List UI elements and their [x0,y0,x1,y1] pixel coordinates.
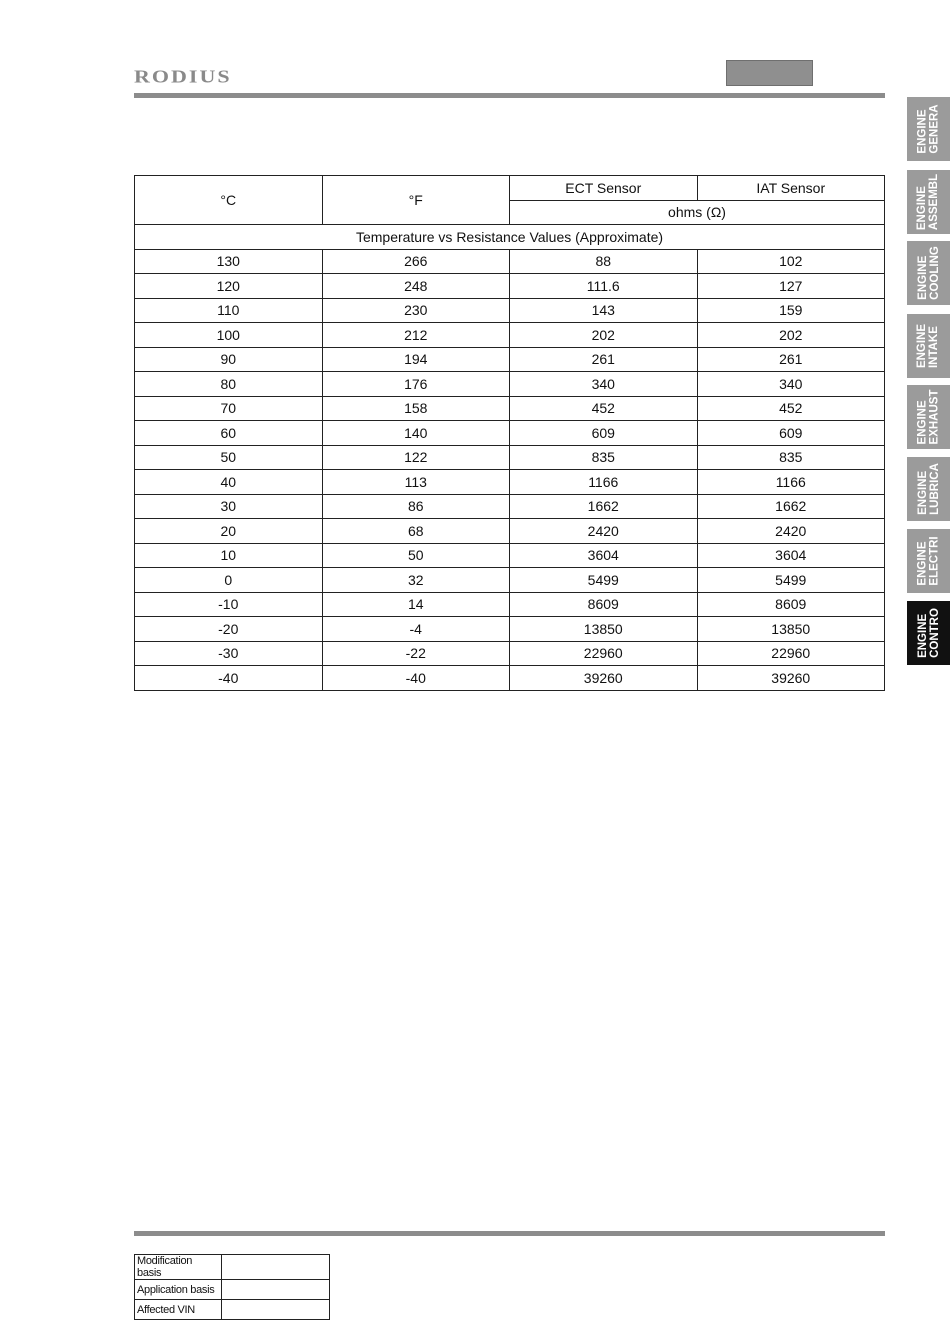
iat-ohms-cell: 261 [697,347,885,372]
fahrenheit-cell: 50 [322,543,510,568]
footer-rule [134,1231,885,1236]
tab-label [917,536,941,585]
table-row [135,470,885,495]
fahrenheit-cell: -4 [322,617,510,642]
rodius-logo: RODIUS [134,66,232,87]
application-basis-value [222,1280,330,1300]
table-row [135,298,885,323]
tab-label [917,390,941,445]
header-fahrenheit: °F [322,176,510,225]
celsius-cell: -40 [135,666,323,691]
ect-ohms-cell: 452 [510,396,698,421]
tab-label [917,324,941,368]
ect-ohms-cell: 111.6 [510,274,698,299]
table-row [135,666,885,691]
tab-label-line2: INTAKE [928,326,941,369]
header-grey-box [726,60,813,86]
fahrenheit-cell: 68 [322,519,510,544]
tab-label [917,174,941,230]
celsius-cell: -10 [135,592,323,617]
fahrenheit-cell: -22 [322,641,510,666]
ect-ohms-cell: 88 [510,249,698,274]
affected-vin-label: Affected VIN [135,1300,222,1320]
iat-ohms-cell: 159 [697,298,885,323]
fahrenheit-cell: 176 [322,372,510,397]
ect-ohms-cell: 143 [510,298,698,323]
celsius-cell: 80 [135,372,323,397]
fahrenheit-cell: 230 [322,298,510,323]
ect-ohms-cell: 5499 [510,568,698,593]
table-row [135,323,885,348]
iat-ohms-cell: 102 [697,249,885,274]
ect-ohms-cell: 22960 [510,641,698,666]
fahrenheit-cell: 32 [322,568,510,593]
tab-label-line2: CONTRO [928,608,941,658]
header-ect-sensor: ECT Sensor [510,176,698,201]
table-row [135,641,885,666]
celsius-cell: 50 [135,445,323,470]
iat-ohms-cell: 452 [697,396,885,421]
header-rule [134,93,885,98]
iat-ohms-cell: 1166 [697,470,885,495]
ect-ohms-cell: 39260 [510,666,698,691]
fahrenheit-cell: 140 [322,421,510,446]
tab-engine-assembl[interactable] [907,170,950,234]
ect-ohms-cell: 1166 [510,470,698,495]
modification-basis-value [222,1255,330,1280]
table-body [135,249,885,690]
temperature-resistance-table [134,175,885,691]
tab-label-line1: ENGINE [916,186,929,231]
celsius-cell: 110 [135,298,323,323]
tab-engine-exhaust[interactable] [907,385,950,449]
tab-label [917,463,941,515]
tab-label-line1: ENGINE [916,109,929,154]
celsius-cell: 30 [135,494,323,519]
iat-ohms-cell: 13850 [697,617,885,642]
table-row [135,396,885,421]
modification-basis-label: Modification basis [135,1255,222,1280]
iat-ohms-cell: 835 [697,445,885,470]
celsius-cell: -30 [135,641,323,666]
fahrenheit-cell: 266 [322,249,510,274]
header-celsius: °C [135,176,323,225]
celsius-cell: 90 [135,347,323,372]
iat-ohms-cell: 1662 [697,494,885,519]
iat-ohms-cell: 127 [697,274,885,299]
ect-ohms-cell: 13850 [510,617,698,642]
ect-ohms-cell: 202 [510,323,698,348]
fahrenheit-cell: 113 [322,470,510,495]
application-basis-label: Application basis [135,1280,222,1300]
celsius-cell: 40 [135,470,323,495]
table-row [135,372,885,397]
table-row [135,445,885,470]
iat-ohms-cell: 22960 [697,641,885,666]
tab-label [917,104,941,153]
tab-engine-genera[interactable] [907,97,950,161]
table-row [135,347,885,372]
table-row [135,494,885,519]
tab-label-line2: GENERA [928,104,941,154]
celsius-cell: 0 [135,568,323,593]
ect-ohms-cell: 609 [510,421,698,446]
tab-engine-cooling[interactable] [907,241,950,305]
iat-ohms-cell: 39260 [697,666,885,691]
tab-label-line1: ENGINE [916,541,929,586]
tab-engine-intake[interactable] [907,314,950,378]
tab-label-line1: ENGINE [916,613,929,658]
celsius-cell: 20 [135,519,323,544]
table-row [135,568,885,593]
tab-engine-contro[interactable] [907,601,950,665]
fahrenheit-cell: 212 [322,323,510,348]
table-row [135,274,885,299]
iat-ohms-cell: 8609 [697,592,885,617]
table-row [135,249,885,274]
iat-ohms-cell: 5499 [697,568,885,593]
celsius-cell: 10 [135,543,323,568]
ect-ohms-cell: 261 [510,347,698,372]
ect-ohms-cell: 2420 [510,519,698,544]
fahrenheit-cell: 86 [322,494,510,519]
iat-ohms-cell: 3604 [697,543,885,568]
affected-vin-value [222,1300,330,1320]
fahrenheit-cell: 194 [322,347,510,372]
ect-ohms-cell: 340 [510,372,698,397]
header-iat-sensor: IAT Sensor [697,176,885,201]
fahrenheit-cell: 122 [322,445,510,470]
tab-engine-electri[interactable] [907,529,950,593]
celsius-cell: 130 [135,249,323,274]
header-unit: ohms (Ω) [510,200,885,225]
ect-ohms-cell: 8609 [510,592,698,617]
table-row [135,519,885,544]
tab-label-line2: ELECTRI [928,536,941,586]
tab-label-line2: LUBRICA [928,463,941,515]
table-row [135,543,885,568]
tab-label-line1: ENGINE [916,323,929,369]
tab-engine-lubrica[interactable] [907,457,950,521]
iat-ohms-cell: 609 [697,421,885,446]
ect-ohms-cell: 1662 [510,494,698,519]
ect-ohms-cell: 835 [510,445,698,470]
celsius-cell: 70 [135,396,323,421]
fahrenheit-cell: 158 [322,396,510,421]
table-row [135,421,885,446]
celsius-cell: 100 [135,323,323,348]
tab-label-line1: ENGINE [916,470,929,515]
iat-ohms-cell: 202 [697,323,885,348]
tab-label-line1: ENGINE [916,400,929,445]
table-caption: Temperature vs Resistance Values (Approximate) [135,225,885,250]
tab-label-line2: EXHAUST [928,389,941,445]
fahrenheit-cell: 14 [322,592,510,617]
ect-ohms-cell: 3604 [510,543,698,568]
tab-label-line2: ASSEMBL [928,173,941,231]
tab-label-line1: ENGINE [916,255,929,300]
fahrenheit-cell: -40 [322,666,510,691]
tab-label [917,608,941,658]
tab-label [917,246,941,300]
tab-label-line2: COOLING [928,246,941,300]
iat-ohms-cell: 2420 [697,519,885,544]
iat-ohms-cell: 340 [697,372,885,397]
celsius-cell: 120 [135,274,323,299]
table-row [135,617,885,642]
celsius-cell: 60 [135,421,323,446]
revision-table [134,1254,330,1320]
table-row [135,592,885,617]
fahrenheit-cell: 248 [322,274,510,299]
celsius-cell: -20 [135,617,323,642]
